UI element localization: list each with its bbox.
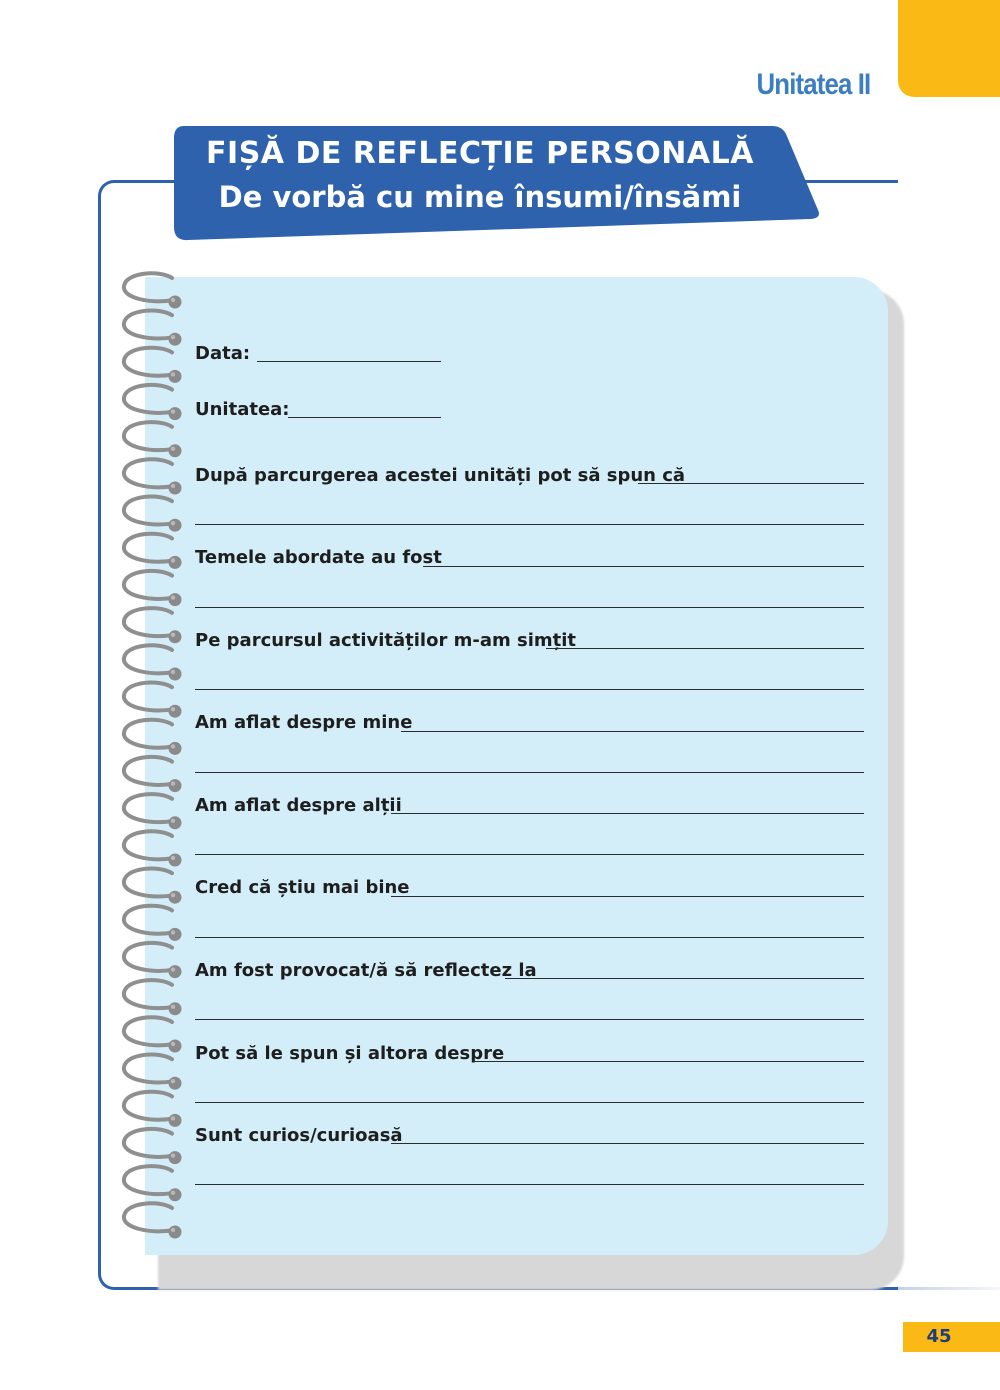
prompt-label: Temele abordate au fost <box>195 547 442 568</box>
prompt-label: Am fost provocat/ă să reflectez la <box>195 960 537 981</box>
spiral-binding <box>110 262 190 1262</box>
answer-line[interactable] <box>195 854 864 855</box>
binding-ring <box>124 794 182 829</box>
answer-line[interactable] <box>195 689 864 690</box>
binding-ring <box>124 943 182 978</box>
page-title: FIȘĂ DE REFLECȚIE PERSONALĂ <box>206 136 754 171</box>
answer-line[interactable] <box>195 1102 864 1103</box>
answer-line[interactable] <box>195 1184 864 1185</box>
binding-ring <box>124 757 182 792</box>
notebook-paper <box>145 277 888 1255</box>
unit-field-label: Unitatea: <box>195 399 290 420</box>
binding-ring <box>124 906 182 941</box>
binding-ring <box>124 608 182 643</box>
binding-ring <box>124 459 182 494</box>
answer-line[interactable] <box>195 1019 864 1020</box>
answer-line[interactable] <box>195 524 864 525</box>
answer-line[interactable] <box>638 483 864 484</box>
answer-line[interactable] <box>473 1061 864 1062</box>
binding-ring <box>124 1203 182 1238</box>
prompt-label: Pe parcursul activităților m-am simțit <box>195 630 577 651</box>
binding-ring <box>124 980 182 1015</box>
prompt-label: Am aflat despre alții <box>195 795 402 816</box>
answer-line[interactable] <box>391 813 864 814</box>
binding-ring <box>124 1055 182 1090</box>
binding-ring <box>124 1092 182 1127</box>
binding-ring <box>124 422 182 457</box>
binding-ring <box>124 385 182 420</box>
date-label: Data: <box>195 343 251 364</box>
binding-ring <box>124 348 182 383</box>
binding-ring <box>124 1129 182 1164</box>
answer-line[interactable] <box>391 1143 864 1144</box>
answer-line[interactable] <box>391 896 864 897</box>
prompt-label: După parcurgerea acestei unități pot să spun că <box>195 465 686 486</box>
binding-ring <box>124 311 182 346</box>
prompt-label: Am aflat despre mine <box>195 712 413 733</box>
unit-field[interactable] <box>288 417 441 418</box>
binding-ring <box>124 720 182 755</box>
binding-ring <box>124 571 182 606</box>
answer-line[interactable] <box>401 731 864 732</box>
binding-ring <box>124 645 182 680</box>
binding-ring <box>124 1017 182 1052</box>
binding-ring <box>124 869 182 904</box>
binding-ring <box>124 497 182 532</box>
answer-line[interactable] <box>195 607 864 608</box>
answer-line[interactable] <box>546 648 864 649</box>
answer-line[interactable] <box>195 772 864 773</box>
corner-tab <box>898 0 1000 97</box>
binding-ring <box>124 1166 182 1201</box>
page-number: 45 <box>926 1326 952 1347</box>
binding-ring <box>124 534 182 569</box>
prompt-label: Sunt curios/curioasă <box>195 1125 403 1146</box>
prompt-label: Pot să le spun și altora despre <box>195 1043 505 1064</box>
unit-label: Unitatea II <box>756 68 870 101</box>
binding-ring <box>124 273 182 308</box>
answer-line[interactable] <box>195 937 864 938</box>
page-subtitle: De vorbă cu mine însumi/însămi <box>218 180 742 214</box>
answer-line[interactable] <box>423 566 864 567</box>
prompt-label: Cred că știu mai bine <box>195 877 410 898</box>
binding-ring <box>124 831 182 866</box>
binding-ring <box>124 683 182 718</box>
date-field[interactable] <box>257 361 441 362</box>
answer-line[interactable] <box>505 978 864 979</box>
